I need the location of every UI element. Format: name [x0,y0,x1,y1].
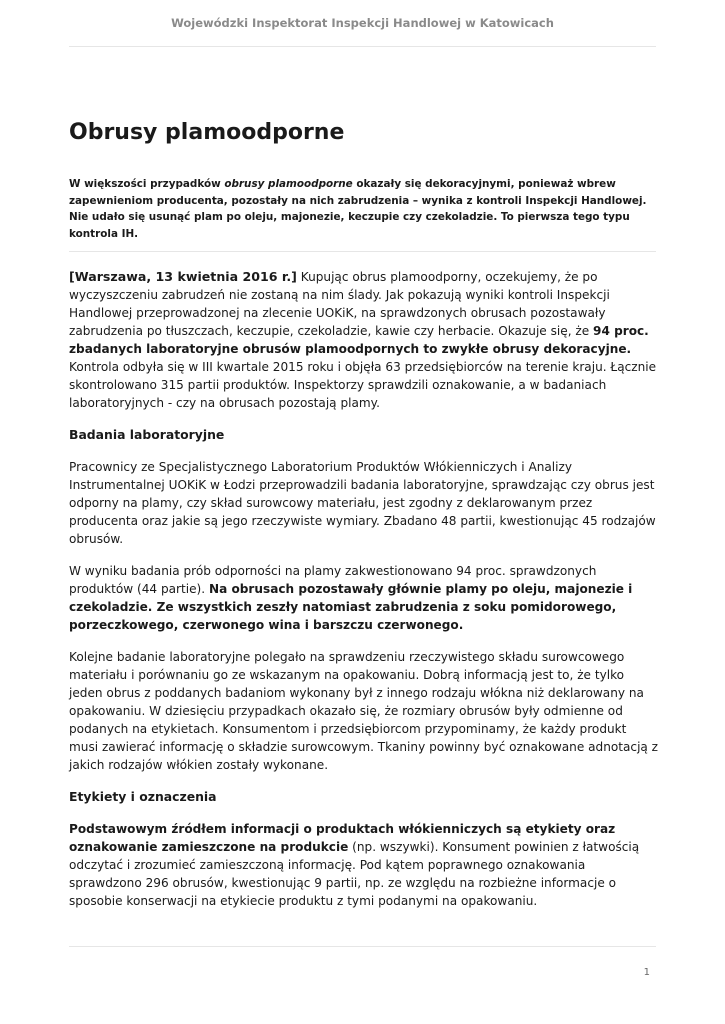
lead-divider [69,251,656,252]
intro-highlight: 94 proc. zbadanych laboratoryjne obrusów plamoodpornych to zwykłe obrusy dekoracyjne. [69,324,649,356]
lead-emphasis: obrusy plamoodporne [224,178,353,190]
paragraph-composition: Kolejne badanie laboratoryjne polegało na sprawdzeniu rzeczywistego składu surowcowego materiału i porównaniu go ze wskazanym na opakowaniu. Dobrą informacją jest to, że tylko jeden obrus z poddanych badaniom wykonany był z innego rodzaju włókna niż deklarowany na opakowaniu. W dziesięciu przypadkach okazało się, że rozmiary obrusów były odmienne od podanych na etykietach. Konsumentom i przedsiębiorcom przypominamy, że każdy produkt musi zawierać informację o składzie surowcowym. Tkaniny powinny być oznakowane adnotacją z jakich rodzajów włókien zostały wykonane. [69,650,659,772]
article-title: Obrusy plamoodporne [69,120,345,145]
section-heading-labels: Etykiety i oznaczenia [69,789,217,804]
intro-text-b: Kontrola odbyła się w III kwartale 2015 roku i objęła 63 przedsiębiorców na terenie kraju. Łącznie skontrolowano 315 partii produktów. Inspektorzy sprawdzili oznakowanie, a w badaniach laboratoryjnych - czy na obrusach pozostają plamy. [69,360,657,410]
paragraph-lab-staff: Pracownicy ze Specjalistycznego Laboratorium Produktów Włókienniczych i Analizy Instrumentalnej UOKiK w Łodzi przeprowadzili badania laboratoryjne, sprawdzając czy obrus jest odporny na plamy, czy skład surowcowy materiału, jest zgodny z deklarowanym przez producenta oraz jakie są jego rzeczywiste wymiary. Zbadano 48 partii, kwestionując 45 rodzajów obrusów. [69,460,656,546]
section-heading-lab: Badania laboratoryjne [69,427,225,442]
paragraph-stain-results [69,562,659,634]
footer-divider [69,946,656,947]
dateline: [Warszawa, 13 kwietnia 2016 r.] [69,269,297,284]
paragraph-labels [69,820,659,910]
intro-text-a: Kupując obrus plamoodporny, oczekujemy, że po wyczyszczeniu zabrudzeń nie zostaną na nim ślady. Jak pokazują wyniki kontroli Inspekcji Handlowej przeprowadzonej na zlecenie UOKiK, na sprawdzonych obrusach pozostawały zabrudzenia po tłuszczach, keczupie, czekoladzie, kawie czy herbacie. Okazuje się, że [69,270,610,338]
paragraph-intro [69,268,659,412]
page-number: 1 [643,967,650,978]
lead-post: okazały się dekoracyjnymi, ponieważ wbrew zapewnieniom producenta, pozostały na nich zabrudzenia – wynika z kontroli Inspekcji Handlowej. Nie udało się usunąć plam po oleju, majonezie, keczupie czy czekoladzie. To pierwsza tego typu kontrola IH. [69,178,647,240]
article-body [69,268,659,924]
lead-pre: W większości przypadków [69,178,225,190]
stain-highlight: Na obrusach pozostawały głównie plamy po oleju, majonezie i czekoladzie. Ze wszystkich zeszły natomiast zabrudzenia z soku pomidorowego, porzeczkowego, czerwonego wina i barszczu czerwonego. [69,582,633,632]
labels-text: (np. wszywki). Konsument powinien z łatwością odczytać i zrozumieć zamieszczoną informację. Pod kątem poprawnego oznakowania sprawdzono 296 obrusów, kwestionując 9 partii, np. ze względu na rozbieżne informacje o sposobie konserwacji na etykiecie produktu z tymi podanymi na opakowaniu. [69,840,640,908]
page-header: Wojewódzki Inspektorat Inspekcji Handlowej w Katowicach [171,16,554,30]
header-divider [69,46,656,47]
labels-highlight: Podstawowym źródłem informacji o produktach włókienniczych są etykiety oraz oznakowanie zamieszczone na produkcie [69,822,616,854]
article-lead [69,176,659,242]
stain-text: W wyniku badania prób odporności na plamy zakwestionowano 94 proc. sprawdzonych produktów (44 partie). [69,564,597,596]
